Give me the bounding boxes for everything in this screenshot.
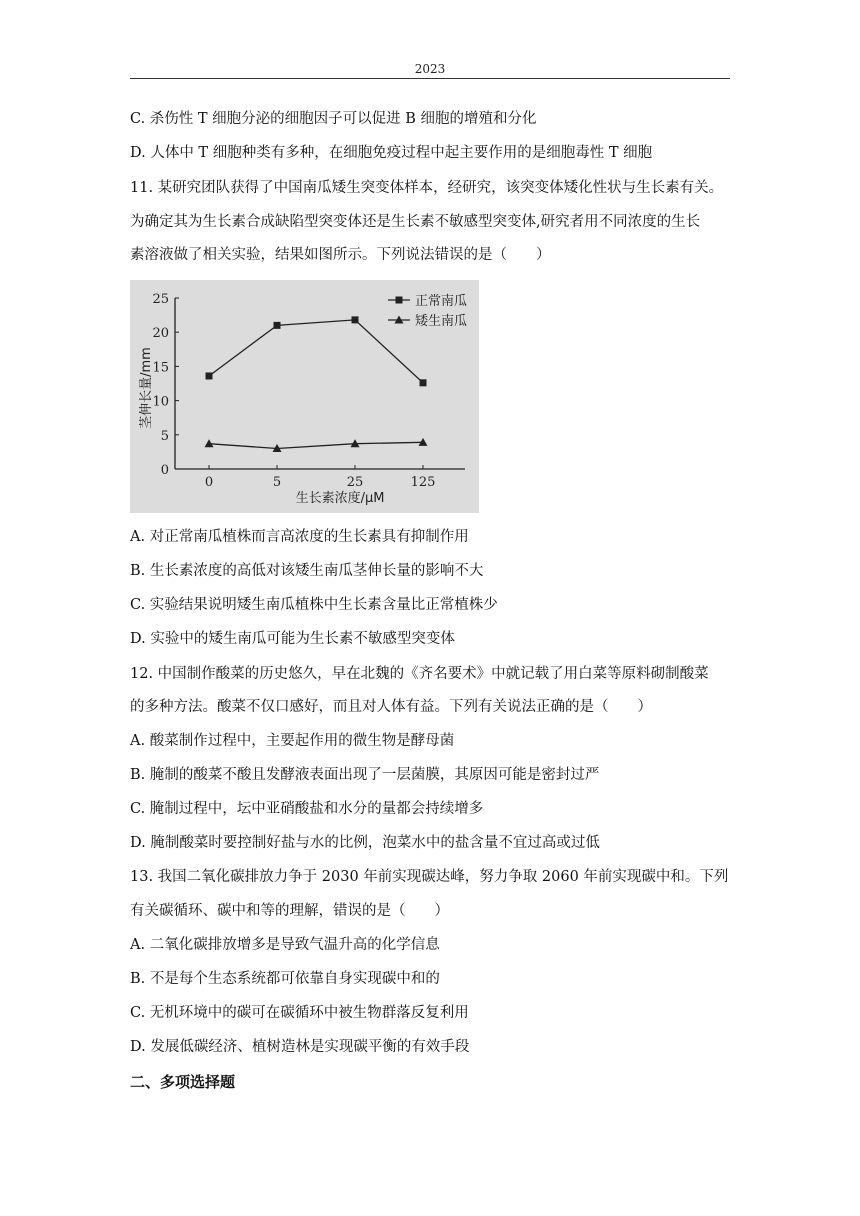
y-tick-label: 15 bbox=[152, 360, 169, 376]
series-line bbox=[209, 320, 423, 383]
q12-option-b: B. 腌制的酸菜不酸且发酵液表面出现了一层菌膜，其原因可能是密封过严 bbox=[130, 767, 600, 783]
series-dwarf-pumpkin bbox=[205, 438, 428, 452]
growth-chart bbox=[130, 280, 479, 513]
y-tick-label: 5 bbox=[160, 428, 169, 444]
x-tick-labels bbox=[205, 475, 436, 490]
q13-option-c: C. 无机环境中的碳可在碳循环中被生物群落反复利用 bbox=[130, 1005, 469, 1021]
q13-option-a: A. 二氧化碳排放增多是导致气温升高的化学信息 bbox=[130, 937, 440, 953]
x-tick-label: 0 bbox=[204, 475, 214, 490]
q11-stem-line-2: 为确定其为生长素合成缺陷型突变体还是生长素不敏感型突变体,研究者用不同浓度的生长 bbox=[130, 214, 701, 230]
x-axis-label: 生长素浓度/μM bbox=[295, 491, 385, 506]
data-point bbox=[352, 316, 359, 323]
legend-label: 正常南瓜 bbox=[415, 294, 468, 309]
legend-marker bbox=[396, 297, 403, 304]
x-tick-label: 5 bbox=[272, 475, 282, 490]
legend-item bbox=[388, 293, 467, 309]
q11-chart-figure bbox=[130, 280, 479, 513]
q10-option-d: D. 人体中 T 细胞种类有多种，在细胞免疫过程中起主要作用的是细胞毒性 T 细胞 bbox=[130, 145, 653, 161]
q11-option-d: D. 实验中的矮生南瓜可能为生长素不敏感型突变体 bbox=[130, 631, 455, 647]
q12-option-d: D. 腌制酸菜时要控制好盐与水的比例，泡菜水中的盐含量不宜过高或过低 bbox=[130, 835, 600, 851]
data-point bbox=[274, 322, 281, 329]
chart-legend bbox=[388, 293, 467, 329]
q13-option-d: D. 发展低碳经济、植树造林是实现碳平衡的有效手段 bbox=[130, 1039, 470, 1055]
q12-stem-line-1: 12. 中国制作酸菜的历史悠久，早在北魏的《齐名要术》中就记载了用白菜等原料砌制酸菜 bbox=[130, 666, 709, 682]
q13-stem-line-1: 13. 我国二氧化碳排放力争于 2030 年前实现碳达峰，努力争取 2060 年前实现碳中和。下列 bbox=[130, 869, 729, 885]
series-normal-pumpkin bbox=[206, 316, 427, 386]
data-point bbox=[420, 379, 427, 386]
q13-stem-line-2: 有关碳循环、碳中和等的理解，错误的是（ ） bbox=[130, 903, 449, 919]
chart-series bbox=[205, 316, 428, 452]
q11-stem-line-1: 11. 某研究团队获得了中国南瓜矮生突变体样本，经研究，该突变体矮化性状与生长素有关。 bbox=[130, 180, 724, 196]
series-line bbox=[209, 442, 423, 448]
q11-option-a: A. 对正常南瓜植株而言高浓度的生长素具有抑制作用 bbox=[130, 529, 469, 545]
legend-item bbox=[388, 313, 467, 329]
q10-option-c: C. 杀伤性 T 细胞分泌的细胞因子可以促进 B 细胞的增殖和分化 bbox=[130, 111, 537, 127]
data-point bbox=[205, 439, 214, 447]
y-axis-label: 茎伸长量/mm bbox=[139, 347, 154, 429]
q12-stem-line-2: 的多种方法。酸菜不仅口感好，而且对人体有益。下列有关说法正确的是（ ） bbox=[130, 699, 652, 715]
y-tick-label: 10 bbox=[152, 394, 169, 410]
header-divider bbox=[130, 78, 730, 79]
x-tick-label: 125 bbox=[410, 475, 436, 490]
y-tick-labels bbox=[152, 292, 169, 478]
q12-option-c: C. 腌制过程中，坛中亚硝酸盐和水分的量都会持续增多 bbox=[130, 801, 484, 817]
data-point bbox=[206, 372, 213, 379]
section-title-multiple-choice: 二、多项选择题 bbox=[130, 1073, 236, 1091]
q11-option-b: B. 生长素浓度的高低对该矮生南瓜茎伸长量的影响不大 bbox=[130, 563, 484, 579]
y-tick-label: 20 bbox=[152, 326, 169, 342]
q11-stem-line-3: 素溶液做了相关实验，结果如图所示。下列说法错误的是（ ） bbox=[130, 247, 551, 263]
x-tick-label: 25 bbox=[346, 475, 364, 490]
q13-option-b: B. 不是每个生态系统都可依靠自身实现碳中和的 bbox=[130, 971, 440, 987]
q11-option-c: C. 实验结果说明矮生南瓜植株中生长素含量比正常植株少 bbox=[130, 597, 498, 613]
y-tick-label: 25 bbox=[152, 292, 169, 307]
y-tick-label: 0 bbox=[160, 463, 169, 478]
page-header-year: 2023 bbox=[414, 62, 446, 76]
legend-label: 矮生南瓜 bbox=[415, 314, 468, 329]
q12-option-a: A. 酸菜制作过程中，主要起作用的微生物是酵母菌 bbox=[130, 733, 455, 749]
